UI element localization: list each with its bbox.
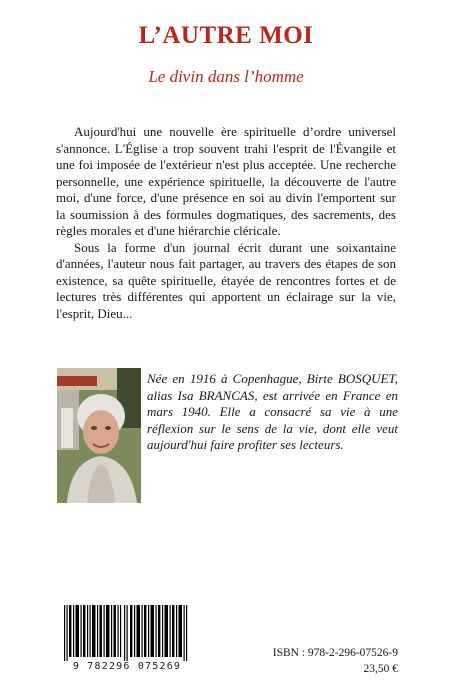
summary-paragraph-1: Aujourd'hui une nouvelle ère spirituelle d’ordre universel s'annonce. L'Église a trop souvent trahi l'esprit de l'Évangile et une foi imposée de l'extérieur n'est plus acceptée. Une recherche personnelle, une expérience spirituelle, la découverte de l'autre moi, d'une force, d'une présence en soi au divin l'emportent sur la soumission à des formules dogmatiques, des sacrements, des règles morales et d'une hiérarchie cléricale. [56, 124, 396, 238]
summary-paragraph-2: Sous la forme d'un journal écrit durant une soixantaine d'années, l'auteur nous fait partager, au travers des étapes de son existence, sa quête spirituelle, étayée de rencontres fortes et de lectures très différentes qui apportent un éclairage sur la vie, l'esprit, Dieu... [56, 239, 396, 321]
isbn-label: ISBN : 978-2-296-07526-9 [272, 647, 398, 659]
back-cover-summary [56, 124, 396, 322]
barcode-digits: 9 782296 075269 [56, 661, 198, 673]
author-biography: Née en 1916 à Copenhague, Birte BOSQUET, alias Isa BRANCAS, est arrivée en France en mars 1940. Elle a consacré sa vie à une réflexion sur le sens de la vie, dont elle veut aujourd'hui faire profiter ses lecteurs. [147, 371, 398, 452]
book-subtitle: Le divin dans l’homme [148, 67, 304, 86]
price-label: 23,50 € [363, 663, 398, 675]
book-title: L’AUTRE MOI [138, 22, 314, 49]
author-photo [57, 368, 141, 503]
